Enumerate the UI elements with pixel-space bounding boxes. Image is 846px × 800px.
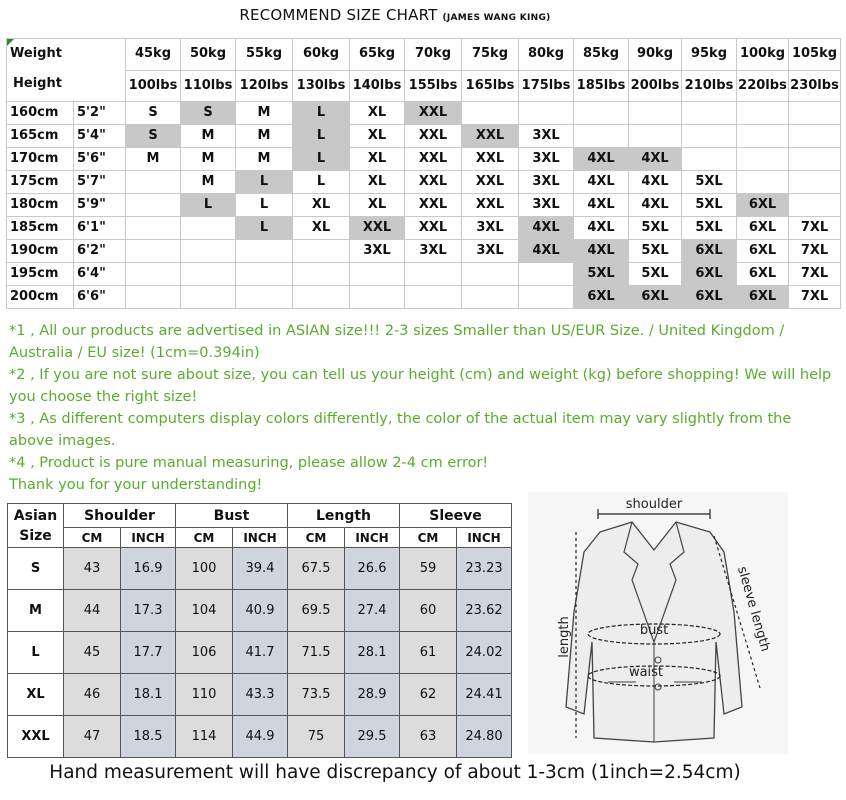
size-cell: M bbox=[126, 148, 181, 171]
weight-lbs-header: 185lbs bbox=[574, 70, 629, 102]
unit-inch-header: INCH bbox=[233, 528, 288, 548]
size-cell: 7XL bbox=[789, 286, 841, 309]
size-cell: 5XL bbox=[629, 240, 682, 263]
note-line: *2 , If you are not sure about size, you can tell us your height (cm) and weight (kg) before shopping! We will help you choose the right size! bbox=[9, 367, 832, 405]
measurement-row bbox=[8, 548, 512, 590]
inch-value-cell: 23.23 bbox=[457, 548, 512, 590]
size-cell bbox=[789, 148, 841, 171]
height-ft-cell: 6'1" bbox=[74, 217, 126, 240]
size-chart-row bbox=[7, 217, 841, 240]
inch-value-cell: 27.4 bbox=[345, 590, 400, 632]
size-cell bbox=[126, 263, 181, 286]
weight-kg-header: 85kg bbox=[574, 39, 629, 71]
size-cell bbox=[789, 171, 841, 194]
corner-header bbox=[7, 39, 126, 102]
cm-value-cell: 110 bbox=[176, 674, 233, 716]
size-name-cell: XXL bbox=[8, 716, 64, 758]
inch-value-cell: 24.41 bbox=[457, 674, 512, 716]
size-cell bbox=[293, 240, 350, 263]
size-cell: 4XL bbox=[629, 148, 682, 171]
measurement-row bbox=[8, 674, 512, 716]
cm-value-cell: 61 bbox=[400, 632, 457, 674]
size-cell: 3XL bbox=[519, 171, 574, 194]
inch-value-cell: 29.5 bbox=[345, 716, 400, 758]
size-name-cell: M bbox=[8, 590, 64, 632]
size-cell bbox=[682, 148, 737, 171]
height-ft-cell: 5'6" bbox=[74, 148, 126, 171]
height-ft-cell: 5'4" bbox=[74, 125, 126, 148]
size-cell: 4XL bbox=[574, 240, 629, 263]
size-cell: XL bbox=[350, 125, 405, 148]
unit-inch-header: INCH bbox=[457, 528, 512, 548]
size-cell: 6XL bbox=[574, 286, 629, 309]
inch-value-cell: 41.7 bbox=[233, 632, 288, 674]
cm-value-cell: 62 bbox=[400, 674, 457, 716]
size-cell: M bbox=[181, 125, 236, 148]
size-cell bbox=[789, 194, 841, 217]
size-cell: 5XL bbox=[574, 263, 629, 286]
size-cell bbox=[462, 102, 519, 125]
size-cell: 6XL bbox=[682, 263, 737, 286]
size-cell: L bbox=[236, 217, 293, 240]
size-cell: L bbox=[293, 148, 350, 171]
unit-cm-header: CM bbox=[176, 528, 233, 548]
height-ft-cell: 6'6" bbox=[74, 286, 126, 309]
measure-group-header: Shoulder bbox=[64, 504, 176, 528]
size-cell bbox=[629, 125, 682, 148]
cm-value-cell: 43 bbox=[64, 548, 121, 590]
size-cell: L bbox=[293, 171, 350, 194]
size-cell bbox=[462, 263, 519, 286]
size-cell: XL bbox=[350, 194, 405, 217]
weight-kg-header: 60kg bbox=[293, 39, 350, 71]
cm-value-cell: 67.5 bbox=[288, 548, 345, 590]
size-cell: 6XL bbox=[629, 286, 682, 309]
size-cell bbox=[405, 286, 462, 309]
size-chart-row bbox=[7, 125, 841, 148]
size-cell: XXL bbox=[462, 194, 519, 217]
size-cell: XL bbox=[350, 102, 405, 125]
size-chart-row bbox=[7, 148, 841, 171]
height-ft-cell: 5'9" bbox=[74, 194, 126, 217]
size-chart-row bbox=[7, 286, 841, 309]
note-line: *3 , As different computers display colors differently, the color of the actual item may vary slightly from the above images. bbox=[9, 411, 792, 449]
inch-value-cell: 17.3 bbox=[121, 590, 176, 632]
size-chart-row bbox=[7, 194, 841, 217]
weight-kg-header: 75kg bbox=[462, 39, 519, 71]
measurement-row bbox=[8, 716, 512, 758]
size-cell: 3XL bbox=[405, 240, 462, 263]
weight-kg-header: 80kg bbox=[519, 39, 574, 71]
size-cell: 4XL bbox=[629, 194, 682, 217]
cm-value-cell: 47 bbox=[64, 716, 121, 758]
measurement-row bbox=[8, 590, 512, 632]
size-cell: 3XL bbox=[462, 217, 519, 240]
size-cell: 3XL bbox=[519, 125, 574, 148]
cm-value-cell: 100 bbox=[176, 548, 233, 590]
size-cell bbox=[293, 286, 350, 309]
size-cell: L bbox=[293, 102, 350, 125]
size-cell: 4XL bbox=[519, 240, 574, 263]
size-cell: L bbox=[236, 171, 293, 194]
size-cell: S bbox=[126, 125, 181, 148]
size-cell bbox=[737, 171, 789, 194]
size-cell bbox=[126, 240, 181, 263]
size-cell: 3XL bbox=[519, 148, 574, 171]
size-cell bbox=[682, 102, 737, 125]
size-cell: 6XL bbox=[737, 286, 789, 309]
measurement-row bbox=[8, 632, 512, 674]
size-cell: 3XL bbox=[519, 194, 574, 217]
height-cm-cell: 200cm bbox=[7, 286, 74, 309]
weight-kg-header: 50kg bbox=[181, 39, 236, 71]
size-cell bbox=[574, 125, 629, 148]
length-label: length bbox=[557, 616, 572, 658]
size-cell: XL bbox=[293, 217, 350, 240]
inch-value-cell: 39.4 bbox=[233, 548, 288, 590]
weight-lbs-header: 220lbs bbox=[737, 70, 789, 102]
size-cell bbox=[126, 171, 181, 194]
size-cell bbox=[789, 102, 841, 125]
size-name-cell: S bbox=[8, 548, 64, 590]
weight-lbs-header: 165lbs bbox=[462, 70, 519, 102]
size-name-cell: XL bbox=[8, 674, 64, 716]
size-cell bbox=[181, 286, 236, 309]
weight-lbs-header: 130lbs bbox=[293, 70, 350, 102]
weight-kg-header: 95kg bbox=[682, 39, 737, 71]
size-cell: XXL bbox=[350, 217, 405, 240]
weight-lbs-header: 110lbs bbox=[181, 70, 236, 102]
size-cell bbox=[236, 286, 293, 309]
title-text: RECOMMEND SIZE CHART bbox=[239, 6, 438, 24]
size-cell: XXL bbox=[405, 171, 462, 194]
size-cell bbox=[181, 217, 236, 240]
height-cm-cell: 195cm bbox=[7, 263, 74, 286]
inch-value-cell: 18.1 bbox=[121, 674, 176, 716]
size-cell: S bbox=[181, 102, 236, 125]
size-cell bbox=[737, 148, 789, 171]
size-cell bbox=[350, 286, 405, 309]
size-cell bbox=[126, 286, 181, 309]
size-cell: XXL bbox=[462, 171, 519, 194]
inch-value-cell: 23.62 bbox=[457, 590, 512, 632]
inch-value-cell: 26.6 bbox=[345, 548, 400, 590]
size-chart-row bbox=[7, 240, 841, 263]
inch-value-cell: 18.5 bbox=[121, 716, 176, 758]
weight-kg-header: 70kg bbox=[405, 39, 462, 71]
size-cell: 3XL bbox=[462, 240, 519, 263]
height-cm-cell: 165cm bbox=[7, 125, 74, 148]
size-cell: 4XL bbox=[519, 217, 574, 240]
cm-value-cell: 60 bbox=[400, 590, 457, 632]
jacket-illustration bbox=[528, 492, 788, 754]
size-cell bbox=[293, 263, 350, 286]
height-ft-cell: 6'4" bbox=[74, 263, 126, 286]
sleeve-length-label: sleeve length bbox=[734, 564, 773, 654]
size-cell: XXL bbox=[462, 148, 519, 171]
size-cell: 4XL bbox=[574, 171, 629, 194]
weight-kg-header: 55kg bbox=[236, 39, 293, 71]
size-cell: M bbox=[181, 171, 236, 194]
weight-lbs-header: 210lbs bbox=[682, 70, 737, 102]
height-cm-cell: 185cm bbox=[7, 217, 74, 240]
jacket-diagram bbox=[528, 492, 788, 754]
size-cell: M bbox=[236, 148, 293, 171]
inch-value-cell: 40.9 bbox=[233, 590, 288, 632]
size-chart-row bbox=[7, 171, 841, 194]
cm-value-cell: 63 bbox=[400, 716, 457, 758]
size-cell: 3XL bbox=[350, 240, 405, 263]
measurement-table bbox=[7, 503, 512, 758]
size-cell: 6XL bbox=[737, 263, 789, 286]
height-ft-cell: 6'2" bbox=[74, 240, 126, 263]
size-cell: XXL bbox=[405, 217, 462, 240]
cm-value-cell: 44 bbox=[64, 590, 121, 632]
size-cell: 5XL bbox=[682, 217, 737, 240]
size-cell bbox=[629, 102, 682, 125]
weight-kg-header: 105kg bbox=[789, 39, 841, 71]
size-cell: XXL bbox=[405, 194, 462, 217]
cm-value-cell: 75 bbox=[288, 716, 345, 758]
cm-value-cell: 106 bbox=[176, 632, 233, 674]
size-cell: S bbox=[126, 102, 181, 125]
size-cell: 6XL bbox=[737, 240, 789, 263]
cm-value-cell: 73.5 bbox=[288, 674, 345, 716]
inch-value-cell: 44.9 bbox=[233, 716, 288, 758]
size-cell: 4XL bbox=[574, 148, 629, 171]
footer-note: Hand measurement will have discrepancy of about 1-3cm (1inch=2.54cm) bbox=[49, 762, 741, 783]
size-cell: 6XL bbox=[737, 217, 789, 240]
size-cell: 4XL bbox=[574, 217, 629, 240]
unit-cm-header: CM bbox=[288, 528, 345, 548]
waist-label: waist bbox=[628, 665, 664, 680]
unit-cm-header: CM bbox=[64, 528, 121, 548]
brand-text: (JAMES WANG KING) bbox=[442, 13, 551, 23]
size-cell: XXL bbox=[405, 125, 462, 148]
inch-value-cell: 16.9 bbox=[121, 548, 176, 590]
size-cell bbox=[405, 263, 462, 286]
size-cell: 7XL bbox=[789, 217, 841, 240]
size-cell bbox=[181, 240, 236, 263]
size-cell: L bbox=[293, 125, 350, 148]
weight-lbs-header: 120lbs bbox=[236, 70, 293, 102]
inch-value-cell: 24.02 bbox=[457, 632, 512, 674]
weight-lbs-header: 155lbs bbox=[405, 70, 462, 102]
size-cell bbox=[181, 263, 236, 286]
size-cell: 6XL bbox=[737, 194, 789, 217]
size-cell: 4XL bbox=[574, 194, 629, 217]
size-cell bbox=[126, 194, 181, 217]
cm-value-cell: 45 bbox=[64, 632, 121, 674]
size-cell: 7XL bbox=[789, 240, 841, 263]
size-cell bbox=[737, 102, 789, 125]
size-cell bbox=[574, 102, 629, 125]
inch-value-cell: 24.80 bbox=[457, 716, 512, 758]
inch-value-cell: 17.7 bbox=[121, 632, 176, 674]
cm-value-cell: 114 bbox=[176, 716, 233, 758]
asian-label: Asian bbox=[13, 507, 58, 524]
shoulder-label: shoulder bbox=[625, 497, 683, 512]
note-line: *4 , Product is pure manual measuring, please allow 2-4 cm error! bbox=[9, 455, 489, 471]
corner-height-label: Height bbox=[13, 76, 62, 91]
size-cell: XXL bbox=[405, 148, 462, 171]
size-cell: 5XL bbox=[629, 263, 682, 286]
height-ft-cell: 5'2" bbox=[74, 102, 126, 125]
unit-cm-header: CM bbox=[400, 528, 457, 548]
size-cell bbox=[236, 263, 293, 286]
size-cell: L bbox=[236, 194, 293, 217]
size-cell bbox=[737, 125, 789, 148]
unit-inch-header: INCH bbox=[121, 528, 176, 548]
weight-kg-header: 45kg bbox=[126, 39, 181, 71]
weight-lbs-header: 100lbs bbox=[126, 70, 181, 102]
size-cell: 6XL bbox=[682, 286, 737, 309]
size-cell bbox=[519, 263, 574, 286]
size-cell bbox=[350, 263, 405, 286]
height-cm-cell: 190cm bbox=[7, 240, 74, 263]
inch-value-cell: 28.9 bbox=[345, 674, 400, 716]
size-cell bbox=[236, 240, 293, 263]
weight-lbs-header: 200lbs bbox=[629, 70, 682, 102]
size-cell: XL bbox=[293, 194, 350, 217]
size-cell bbox=[789, 125, 841, 148]
size-chart-row bbox=[7, 263, 841, 286]
weight-kg-header: 65kg bbox=[350, 39, 405, 71]
size-cell: XXL bbox=[405, 102, 462, 125]
size-cell: XL bbox=[350, 171, 405, 194]
cm-value-cell: 71.5 bbox=[288, 632, 345, 674]
unit-inch-header: INCH bbox=[345, 528, 400, 548]
size-cell: 5XL bbox=[629, 217, 682, 240]
size-chart-row bbox=[7, 102, 841, 125]
size-cell: M bbox=[181, 148, 236, 171]
size-cell bbox=[462, 286, 519, 309]
size-name-cell: L bbox=[8, 632, 64, 674]
corner-weight-label: Weight bbox=[10, 46, 62, 61]
size-cell: XL bbox=[350, 148, 405, 171]
cm-value-cell: 46 bbox=[64, 674, 121, 716]
weight-kg-header: 90kg bbox=[629, 39, 682, 71]
size-cell: XXL bbox=[462, 125, 519, 148]
asian-size-header bbox=[8, 504, 64, 548]
weight-kg-header: 100kg bbox=[737, 39, 789, 71]
height-cm-cell: 160cm bbox=[7, 102, 74, 125]
cm-value-cell: 59 bbox=[400, 548, 457, 590]
size-cell: 7XL bbox=[789, 263, 841, 286]
note-line: *1 , All our products are advertised in ASIAN size!!! 2-3 sizes Smaller than US/EUR Size. / United Kingdom / Australia / EU size! (1cm=0.394in) bbox=[9, 323, 785, 361]
size-cell: M bbox=[236, 125, 293, 148]
notes-block bbox=[9, 320, 834, 496]
page-title bbox=[0, 6, 790, 24]
size-cell: 4XL bbox=[629, 171, 682, 194]
size-chart-table bbox=[6, 38, 841, 309]
cm-value-cell: 69.5 bbox=[288, 590, 345, 632]
measure-group-header: Sleeve bbox=[400, 504, 512, 528]
weight-lbs-header: 175lbs bbox=[519, 70, 574, 102]
cm-value-cell: 104 bbox=[176, 590, 233, 632]
measure-group-header: Bust bbox=[176, 504, 288, 528]
height-ft-cell: 5'7" bbox=[74, 171, 126, 194]
size-label: Size bbox=[19, 527, 52, 544]
size-cell bbox=[519, 286, 574, 309]
inch-value-cell: 43.3 bbox=[233, 674, 288, 716]
size-cell: 5XL bbox=[682, 194, 737, 217]
size-cell: 5XL bbox=[682, 171, 737, 194]
note-line: Thank you for your understanding! bbox=[9, 477, 263, 493]
weight-lbs-header: 230lbs bbox=[789, 70, 841, 102]
size-cell: 6XL bbox=[682, 240, 737, 263]
size-cell: L bbox=[181, 194, 236, 217]
size-cell: M bbox=[236, 102, 293, 125]
size-cell bbox=[126, 217, 181, 240]
height-cm-cell: 170cm bbox=[7, 148, 74, 171]
bust-label: bust bbox=[639, 623, 669, 638]
height-cm-cell: 180cm bbox=[7, 194, 74, 217]
size-cell bbox=[519, 102, 574, 125]
height-cm-cell: 175cm bbox=[7, 171, 74, 194]
corner-triangle-icon bbox=[7, 39, 14, 46]
measure-group-header: Length bbox=[288, 504, 400, 528]
inch-value-cell: 28.1 bbox=[345, 632, 400, 674]
weight-lbs-header: 140lbs bbox=[350, 70, 405, 102]
size-cell bbox=[682, 125, 737, 148]
